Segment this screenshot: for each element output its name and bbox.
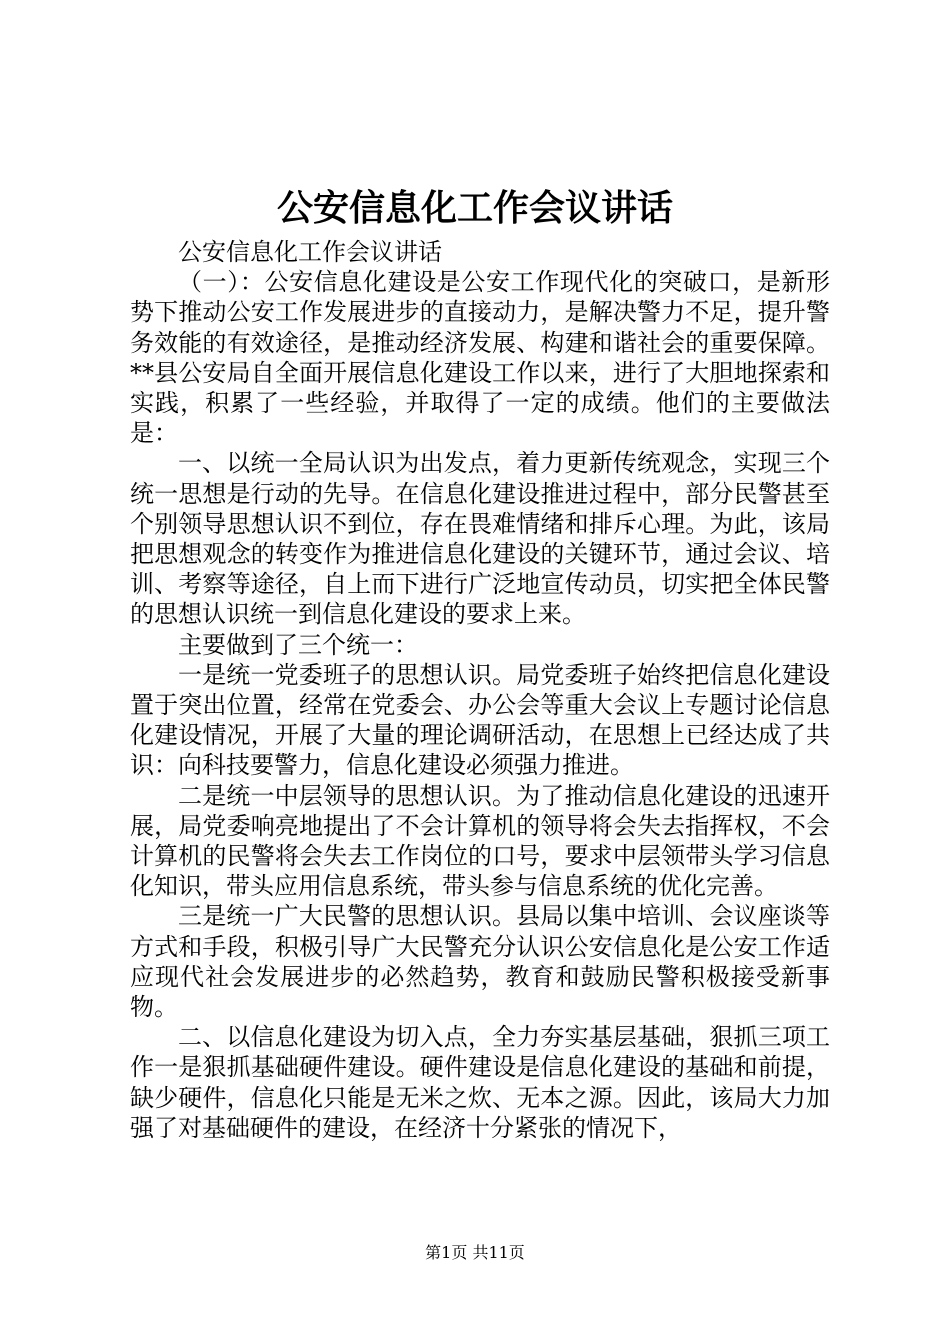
paragraph-unity-two: 二是统一中层领导的思想认识。为了推动信息化建设的迅速开展，局党委响亮地提出了不会计算机的领导将会失去指挥权，不会计算机的民警将会失去工作岗位的口号，要求中层领带头学习信息化知识，带头应用信息系统，带头参与信息系统的优化完善。: [130, 781, 830, 901]
paragraph-subtitle: 公安信息化工作会议讲话: [178, 238, 442, 266]
paragraph-unity-three: 三是统一广大民警的思想认识。县局以集中培训、会议座谈等方式和手段，积极引导广大民警充分认识公安信息化是公安工作适应现代社会发展进步的必然趋势，教育和鼓励民警积极接受新事物。: [130, 902, 830, 1022]
paragraph-unity-one: 一是统一党委班子的思想认识。局党委班子始终把信息化建设置于突出位置，经常在党委会、办公会等重大会议上专题讨论信息化建设情况，开展了大量的理论调研活动，在思想上已经达成了共识：向科技要警力，信息化建设必须强力推进。: [130, 660, 830, 780]
paragraph-intro: （一）：公安信息化建设是公安工作现代化的突破口，是新形势下推动公安工作发展进步的直接动力，是解决警力不足，提升警务效能的有效途径，是推动经济发展、构建和谐社会的重要保障。**县公安局自全面开展信息化建设工作以来，进行了大胆地探索和实践，积累了一些经验，并取得了一定的成绩。他们的主要做法是：: [130, 268, 830, 448]
paragraph-section-two: 二、以信息化建设为切入点，全力夯实基层基础，狠抓三项工作一是狠抓基础硬件建设。硬件建设是信息化建设的基础和前提，缺少硬件，信息化只能是无米之炊、无本之源。因此，该局大力加强了对基础硬件的建设，在经济十分紧张的情况下，: [130, 1023, 830, 1142]
document-body: [130, 237, 830, 1143]
paragraph-section-one: 一、以统一全局认识为出发点，着力更新传统观念，实现三个统一思想是行动的先导。在信息化建设推进过程中，部分民警甚至个别领导思想认识不到位，存在畏难情绪和排斥心理。为此，该局把思想观念的转变作为推进信息化建设的关键环节，通过会议、培训、考察等途径，自上而下进行广泛地宣传动员，切实把全体民警的思想认识统一到信息化建设的要求上来。: [130, 449, 830, 629]
page-footer: 第1页 共11页: [425, 1243, 525, 1262]
document-title: 公安信息化工作会议讲话: [276, 187, 673, 229]
paragraph-three-unities: 主要做到了三个统一：: [178, 630, 418, 659]
